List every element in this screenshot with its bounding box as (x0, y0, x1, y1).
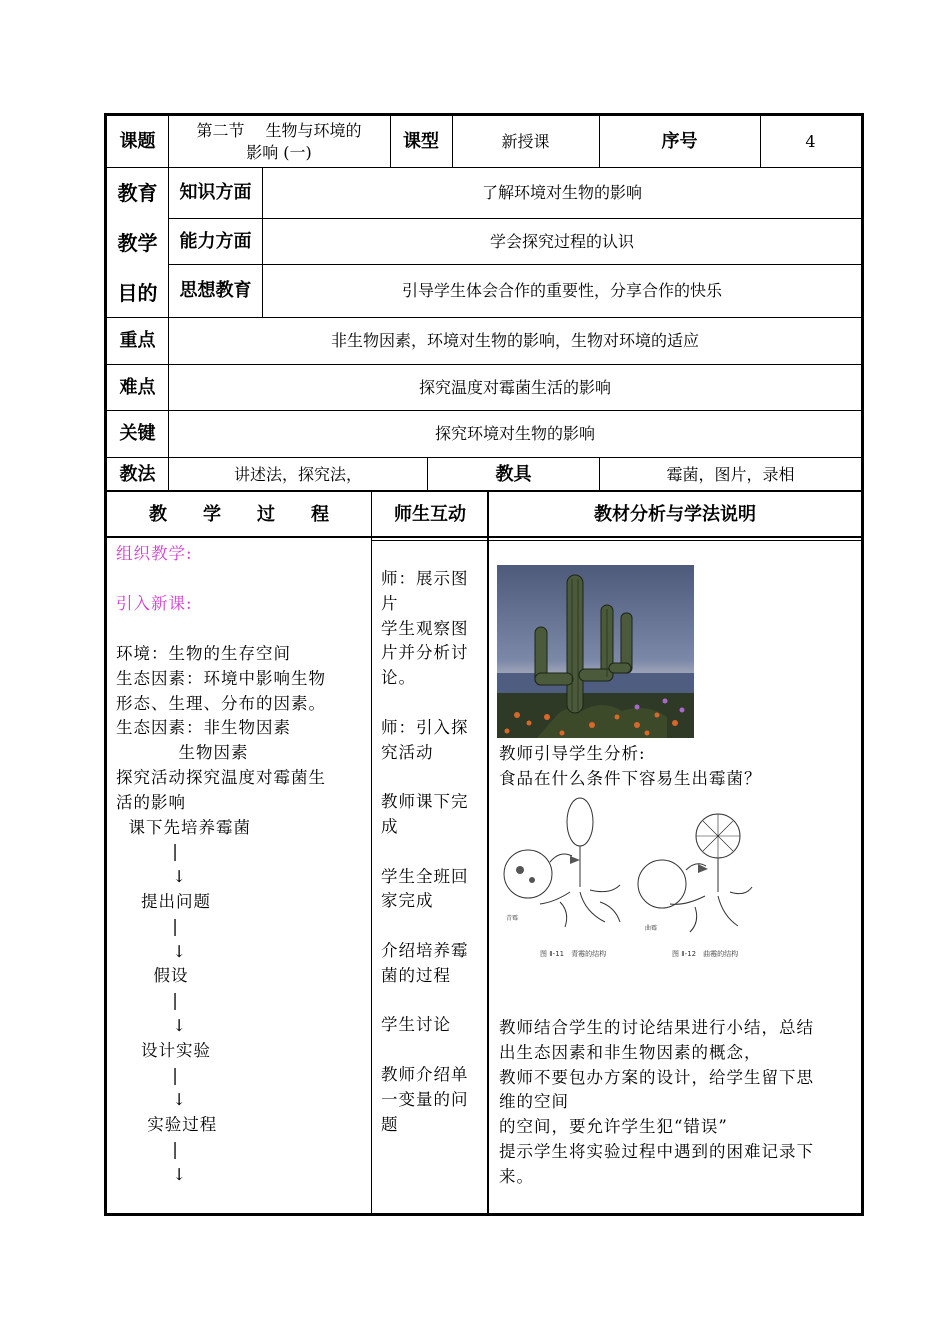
process-lines (116, 642, 368, 1188)
tools-value: 霉菌，图片，录相 (666, 464, 795, 484)
xuhao-label: 序号 (661, 130, 698, 152)
process-line: | (116, 1139, 179, 1159)
interaction-line: 菌的过程 (381, 965, 451, 985)
xuhao-value: 4 (805, 131, 816, 151)
interaction-line (381, 914, 485, 939)
process-line: | (116, 991, 179, 1011)
process-line: 实验过程 (116, 1115, 218, 1135)
interaction-line: 论。 (381, 668, 416, 688)
goal-ability-label: 能力方面 (179, 230, 252, 252)
process-line: ↓ (116, 1015, 188, 1035)
process-line: | (116, 916, 179, 936)
summary-line: 维的空间 (499, 1092, 569, 1112)
interaction-line: 题 (381, 1114, 399, 1134)
fig-label-a: 青霉 (506, 915, 519, 922)
interaction-header: 师生互动 (394, 503, 466, 525)
analysis-guide-2: 食品在什么条件下容易生出霉菌？ (499, 769, 762, 788)
interaction-line (381, 989, 485, 1014)
process-line: 生态因素：环境中影响生物 (116, 668, 326, 688)
tools-label: 教具 (495, 463, 532, 485)
fig-label-b: 曲霉 (645, 925, 658, 932)
keti-label: 课题 (119, 130, 156, 152)
intro-text: 引入新课: (116, 594, 193, 613)
analysis-guide-1: 教师引导学生分析: (499, 744, 646, 763)
interaction-line (381, 840, 485, 865)
process-line: 提出问题 (116, 891, 211, 911)
keypoint-label: 重点 (119, 330, 156, 351)
difficulty-value: 探究温度对霉菌生活的影响 (418, 377, 611, 397)
process-line: ↓ (116, 941, 188, 961)
method-value: 讲述法，探究法， (233, 464, 362, 484)
process-line: 课下先培养霉菌 (116, 817, 251, 837)
process-line: | (116, 1065, 179, 1085)
process-line: ↓ (116, 1164, 188, 1184)
summary-line: 出生态因素和非生物因素的概念， (499, 1042, 762, 1062)
fig-caption-2: 图 Ⅱ-12 曲霉的结构 (672, 950, 739, 958)
interaction-line: 教师课下完 (381, 792, 469, 812)
interaction-line: 片 (381, 593, 399, 613)
summary-line: 教师不要包办方案的设计，给学生留下思 (499, 1067, 814, 1087)
process-line: 探究活动探究温度对霉菌生 (116, 767, 326, 787)
keti-value-line1: 第二节 生物与环境的 (196, 120, 362, 140)
analysis-summary (499, 1016, 859, 1190)
interaction-lines (381, 567, 485, 1137)
interaction-line: 片并分析讨 (381, 643, 469, 663)
process-line: ↓ (116, 1090, 188, 1110)
interaction-line: 学生讨论 (381, 1015, 451, 1035)
difficulty-label: 难点 (119, 376, 156, 398)
summary-line: 教师结合学生的讨论结果进行小结，总结 (499, 1018, 814, 1037)
summary-line: 提示学生将实验过程中遇到的困难记录下 (499, 1141, 814, 1161)
method-label: 教法 (119, 463, 156, 485)
kexing-value: 新授课 (501, 131, 550, 151)
process-line: 活的影响 (116, 792, 186, 812)
interaction-line: 学生全班回 (381, 866, 469, 886)
process-line: 生态因素：非生物因素 (116, 718, 291, 738)
kexing-label: 课型 (403, 130, 439, 152)
interaction-line (381, 691, 485, 716)
process-line: 环境：生物的生存空间 (116, 644, 291, 663)
interaction-line: 学生观察图 (381, 618, 469, 638)
interaction-line: 成 (381, 816, 399, 836)
goal-moral-label: 思想教育 (179, 280, 252, 301)
goals-side-1: 教育 (117, 181, 158, 205)
interaction-line: 家完成 (381, 891, 434, 911)
interaction-line: 师：引入探 (381, 717, 469, 737)
goal-moral-value: 引导学生体会合作的重要性，分享合作的快乐 (401, 281, 722, 300)
key-value: 探究环境对生物的影响 (434, 424, 595, 443)
interaction-line: 教师介绍单 (381, 1064, 469, 1084)
goal-knowledge-label: 知识方面 (179, 182, 252, 203)
process-line: ↓ (116, 867, 188, 887)
process-line: 形态、生理、分布的因素。 (116, 693, 326, 713)
process-header: 教 学 过 程 (149, 503, 329, 525)
goal-ability-value: 学会探究过程的认识 (489, 231, 634, 251)
keypoint-value: 非生物因素，环境对生物的影响，生物对环境的适应 (330, 331, 699, 350)
process-line: 生物因素 (116, 743, 249, 763)
key-label: 关键 (119, 423, 156, 444)
analysis-header: 教材分析与学法说明 (594, 503, 756, 525)
summary-line: 的空间，要允许学生犯“错误” (499, 1117, 728, 1137)
goals-side-3: 目的 (117, 281, 158, 305)
interaction-line: 一变量的问 (381, 1089, 469, 1109)
fig-caption-1: 图 Ⅱ-11 青霉的结构 (540, 950, 607, 958)
goals-side-2: 教学 (117, 231, 158, 255)
interaction-line (381, 1038, 485, 1063)
cactus-photo (497, 565, 694, 738)
keti-value-line2: 影响 (一) (246, 142, 312, 162)
interaction-line: 究活动 (381, 742, 434, 762)
interaction-line: 师：展示图 (381, 569, 469, 588)
interaction-line: 介绍培养霉 (381, 940, 469, 960)
process-line: 假设 (116, 966, 189, 986)
organize-text: 组织教学: (116, 544, 193, 563)
process-line: | (116, 842, 179, 862)
interaction-line (381, 765, 485, 790)
keti-value (168, 116, 390, 167)
process-line: 设计实验 (116, 1040, 211, 1060)
goal-knowledge-value: 了解环境对生物的影响 (481, 183, 642, 202)
mold-structure-figure (500, 792, 758, 962)
summary-line: 来。 (499, 1166, 534, 1186)
